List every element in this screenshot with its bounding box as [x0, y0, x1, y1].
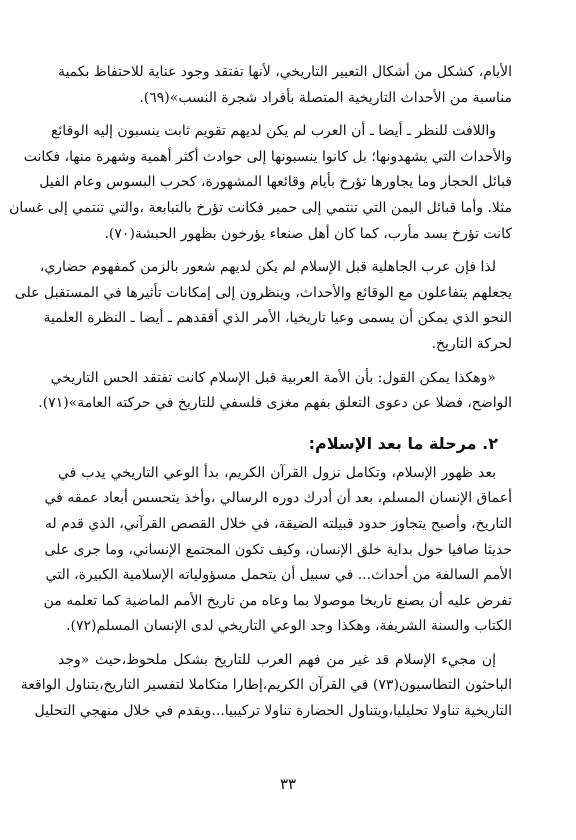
text-line: لذا فإن عرب الجاهلية قبل الإسلام لم يكن لديهم شعور بالزمن كمفهوم حضاري،	[39, 259, 496, 276]
text-line: لحركة التاريخ.	[431, 335, 512, 352]
text-line: يجعلهم يتفاعلون مع الوقائع والأحداث، وينظرون إلى إمكانات تأثيرها في المستقبل على	[14, 284, 512, 301]
text-line: حديثا صافيا حول بداية خلق الإنسان، وكيف تكون المجتمع الإنساني، وما جرى على	[44, 541, 512, 558]
text-line: والأحداث التي يشهدونها؛ بل كانوا ينسبونها إلى حوادث أكثر أهمية وشهرة منها، فكانت	[23, 148, 512, 165]
text-line: الواضح، فضلا عن دعوى التعلق بفهم مغزى فلسفي للتاريخ في حركته العامة»(٧١).	[38, 395, 512, 412]
text-line: الكتاب والسنة الشريفة، وهكذا وجد الوعي التاريخي لدى الإنسان المسلم(٧٢).	[66, 618, 512, 635]
text-line: الباحثون التطاسيون(٧٣) في القرآن الكريم،إطارا متكاملا لتفسير التاريخ،يتناول الواقعة	[20, 677, 512, 694]
text-line: بعد ظهور الإسلام، وتكامل نزول القرآن الكريم، بدأ الوعي التاريخي يدب في	[58, 464, 496, 481]
page-number: ٣٣	[279, 775, 297, 793]
text-line: أعماق الإنسان المسلم، بعد أن أدرك دوره الرسالي ،وأخذ يتحسس أبعاد عمقه في	[44, 490, 512, 507]
text-line: التاريخية تناولا تحليليا،ويتناول الحضارة تناولا تركيبيا...ويقدم في خلال منهجي التحليل	[34, 703, 512, 720]
paragraph	[43, 461, 512, 640]
text-line: قبائل الحجاز وما يجاورها تؤرخ بأيام وقائعها المشهورة، كحرب البسوس وعام الفيل	[39, 174, 512, 191]
quote-paragraph	[38, 366, 512, 417]
text-line: مثلا. وأما قبائل اليمن التي تنتمي إلى حمير فكانت تؤرخ بالتبابعة ،والتي تنتمي إلى غسان	[9, 199, 512, 216]
text-line: إن مجيء الإسلام قد غير من فهم العرب للتاريخ بشكل ملحوظ،حيث «وجد	[58, 651, 496, 668]
text-line: التاريخ، وأصبح يتجاوز حدود قبيلته الضيقة، في خلال القصص القرآني، الذي قدم له	[44, 515, 512, 532]
text-line: الأيام، كشكل من أشكال التعبير التاريخي، لأنها تفتقد وجود عناية للاحتفاظ بكمية	[57, 64, 512, 80]
text-line: مناسبة من الأحداث التاريخية المتصلة بأفراد شجرة النسب»(٦٩).	[139, 89, 512, 106]
section-heading: ٢. مرحلة ما بعد الإسلام:	[308, 433, 498, 453]
text-line: الأمم السالفة من أحداث... في سبيل أن يتحمل مسؤولياته الإسلامية الكبيرة، التي	[45, 567, 512, 584]
text-line: واللافت للنظر ـ أيضا ـ أن العرب لم يكن لديهم تقويم ثابت ينسبون إليه الوقائع	[50, 123, 496, 140]
paragraph	[14, 255, 512, 357]
paragraph	[58, 60, 512, 111]
text-line: «وهكذا يمكن القول: بأن الأمة العربية قبل الإسلام كانت تفتقد الحس التاريخي	[50, 369, 496, 386]
paragraph	[9, 119, 512, 247]
text-line: كانت تؤرخ بسد مأرب، كما كان أهل صنعاء يؤرخون بظهور الحبشة(٧٠).	[104, 225, 512, 242]
paragraph	[20, 648, 512, 725]
text-line: تفرض عليه أن يصنع تاريخا موصولا بما وعاه من تاريخ الأمم الماضية كما تعلمه من	[43, 592, 512, 609]
text-line: النحو الذي يمكن أن يسمى وعيا تاريخيا، الأمر الذي أفقدهم ـ أيضا ـ النظرة العلمية	[43, 310, 512, 327]
